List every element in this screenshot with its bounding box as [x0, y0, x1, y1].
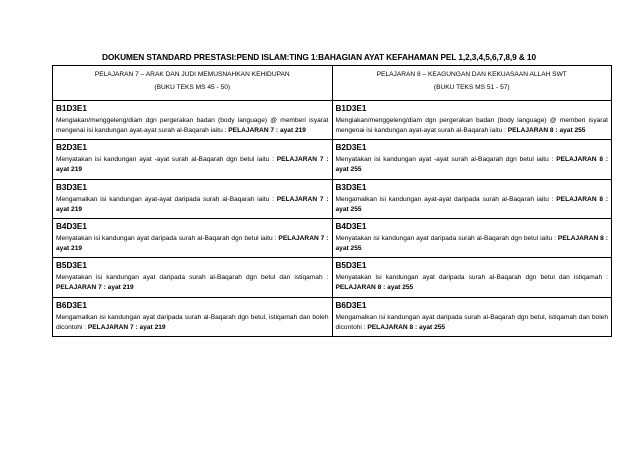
column-header-pelajaran-7: [53, 66, 333, 101]
table-row: [53, 140, 612, 179]
description-text: Mengamalkan isi kandungan ayat daripada surah al-Baqarah dgn betul, istiqamah dan boleh dicontohi :: [335, 313, 608, 331]
standard-code: B1D3E1: [56, 104, 87, 114]
standard-code: B5D3E1: [56, 261, 87, 271]
table-row: [53, 219, 612, 258]
column-heading: PELAJARAN 8 – KEAGUNGAN DAN KEKUASAAN ALLAH SWT: [376, 71, 567, 78]
table-cell: [53, 258, 333, 297]
standards-table: [52, 65, 612, 337]
lesson-reference: PELAJARAN 8 : ayat 255: [335, 234, 608, 253]
lesson-reference: PELAJARAN 8 : ayat 255: [335, 195, 609, 213]
description-text: Menyatakan isi kandungan ayat -ayat surah al-Baqarah dgn betul iaitu :: [335, 156, 557, 164]
standard-description: [56, 313, 329, 333]
lesson-reference: PELAJARAN 7 : ayat 219: [56, 234, 329, 253]
table-row: [53, 297, 612, 336]
standard-description: [56, 116, 329, 136]
description-text: Menyatakan isi kandungan ayat daripada surah al-Baqarah dgn betul iaitu :: [56, 234, 279, 242]
lesson-reference: PELAJARAN 8 : ayat 255: [367, 323, 446, 331]
lesson-reference: PELAJARAN 7 : ayat 219: [228, 127, 306, 135]
standard-description: [56, 234, 329, 254]
description-text: Mengiakan/menggeleng/diam dgn pergerakan badan (body language) @ memberi isyarat mengenai isi kandungan ayat-ayat surah al-Baqarah iaitu :: [56, 116, 329, 135]
description-text: Mengamalkan isi kandungan ayat-ayat daripada surah al-Baqarah iaitu :: [335, 195, 557, 203]
lesson-reference: PELAJARAN 8 : ayat 255: [335, 156, 608, 174]
standard-code: B3D3E1: [335, 182, 367, 192]
column-heading: PELAJARAN 7 – ARAK DAN JUDI MEMUSNAHKAN KEHIDUPAN: [94, 71, 290, 78]
standard-code: B4D3E1: [56, 222, 87, 232]
standard-description: [336, 116, 609, 136]
standard-description: [336, 195, 609, 215]
column-header-pelajaran-8: [332, 66, 612, 101]
standard-code: B3D3E1: [56, 182, 87, 192]
table-row: [53, 101, 612, 140]
standard-code: B1D3E1: [335, 104, 367, 114]
lesson-reference: PELAJARAN 8 : ayat 255: [507, 127, 586, 135]
standard-description: [336, 234, 609, 254]
column-subheading: (BUKU TEKS MS 51 - 57): [433, 83, 510, 91]
table-row: [53, 179, 612, 218]
standard-description: [56, 195, 329, 215]
lesson-reference: PELAJARAN 8 : ayat 255: [335, 284, 414, 292]
document-title: DOKUMEN STANDARD PRESTASI:PEND ISLAM:TING 1:BAHAGIAN AYAT KEFAHAMAN PEL 1,2,3,4,5,6,7,8,9 & 10: [102, 52, 536, 62]
lesson-reference: PELAJARAN 7 : ayat 219: [56, 284, 134, 292]
table-cell: [332, 219, 612, 258]
table-cell: [332, 297, 612, 336]
table-cell: [332, 179, 612, 218]
standard-description: [56, 273, 329, 293]
lesson-reference: PELAJARAN 7 : ayat 219: [56, 156, 329, 174]
lesson-reference: PELAJARAN 7 : ayat 219: [56, 195, 329, 213]
table-cell: [53, 179, 333, 218]
lesson-reference: PELAJARAN 7 : ayat 219: [87, 323, 166, 331]
table-header-row: [53, 66, 612, 101]
column-subheading: (BUKU TEKS MS 45 - 50): [154, 83, 231, 91]
table-row: [53, 258, 612, 297]
description-text: Mengamalkan isi kandungan ayat daripada surah al-Baqarah dgn betul, istiqamah dan boleh dicontohi :: [56, 313, 329, 331]
table-cell: [53, 140, 333, 179]
standard-code: B2D3E1: [335, 143, 367, 153]
table-cell: [53, 101, 333, 140]
standard-description: [56, 155, 329, 175]
standard-description: [336, 273, 609, 293]
description-text: Menyatakan isi kandungan ayat daripada surah al-Baqarah dgn betul iaitu :: [335, 234, 558, 242]
standard-code: B6D3E1: [335, 300, 367, 310]
standard-code: B4D3E1: [335, 222, 367, 232]
standard-code: B5D3E1: [335, 261, 367, 271]
description-text: Menyatakan isi kandungan ayat daripada surah al-Baqarah dgn betul dan istiqamah :: [335, 274, 608, 282]
table-cell: [332, 140, 612, 179]
table-cell: [53, 219, 333, 258]
description-text: Mengamalkan isi kandungan ayat-ayat daripada surah al-Baqarah iaitu :: [56, 195, 277, 203]
standard-description: [336, 313, 609, 333]
standard-code: B2D3E1: [56, 143, 87, 153]
table-cell: [53, 297, 333, 336]
standard-description: [336, 155, 609, 175]
description-text: Mengiakan/menggeleng/diam dgn pergerakan badan (body language) @ memberi isyarat mengenai isi kandungan ayat-ayat surah al-Baqarah iaitu :: [335, 116, 608, 135]
description-text: Menyatakan isi kandungan ayat -ayat surah al-Baqarah dgn betul iaitu :: [56, 156, 277, 164]
table-cell: [332, 101, 612, 140]
description-text: Menyatakan isi kandungan ayat daripada surah al-Baqarah dgn betul dan istiqamah :: [56, 274, 329, 282]
standard-code: B6D3E1: [56, 300, 87, 310]
table-cell: [332, 258, 612, 297]
